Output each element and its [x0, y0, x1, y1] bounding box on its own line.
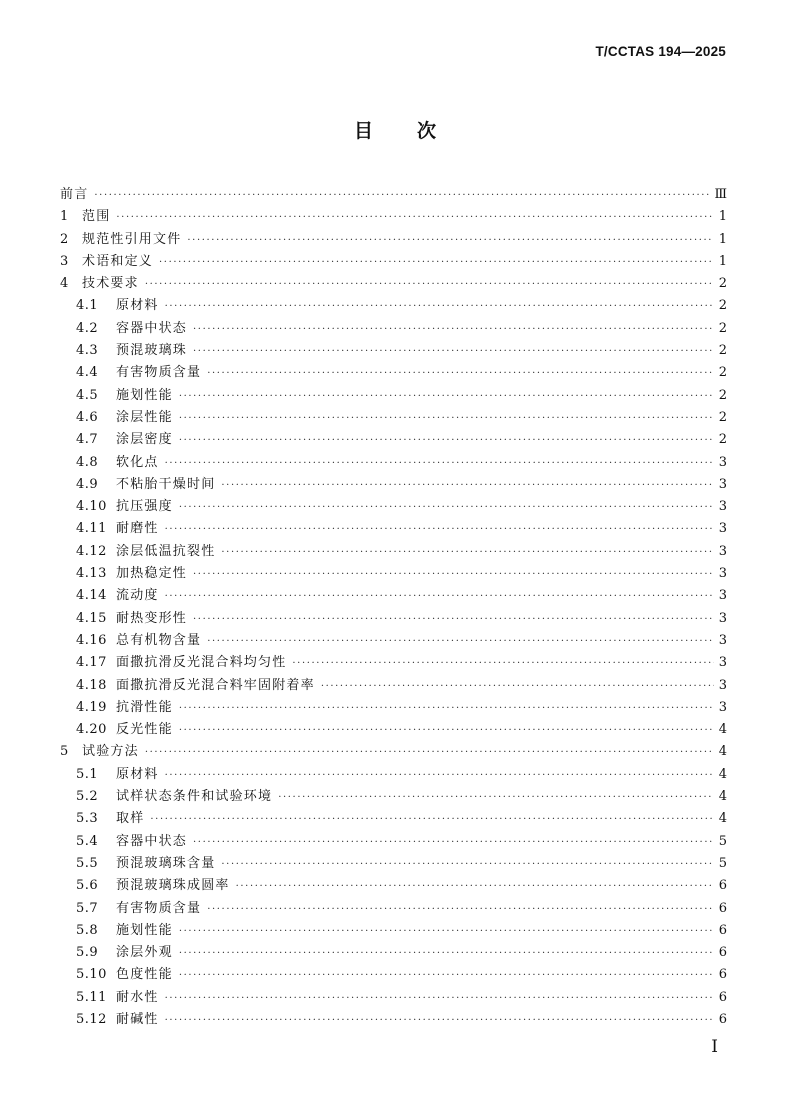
toc-entry-number: 4.20 [76, 722, 107, 738]
dot-leader [165, 296, 714, 318]
toc-entry[interactable] [60, 831, 727, 853]
toc-entry-page: 3 [718, 521, 727, 537]
dot-leader [292, 653, 714, 675]
dot-leader [179, 698, 714, 720]
toc-entry[interactable] [60, 340, 727, 362]
toc-entry-number: 4.2 [76, 320, 99, 336]
toc-entry-page: 3 [718, 677, 727, 693]
toc-entry-page: 3 [718, 610, 727, 626]
toc-entry-page: 2 [718, 409, 727, 425]
toc-entry[interactable] [60, 652, 727, 674]
toc-entry[interactable] [60, 898, 727, 920]
toc-entry-title: 预混玻璃珠成圆率 [116, 878, 230, 894]
toc-entry-number: 4.18 [76, 677, 107, 693]
dot-leader [221, 542, 714, 564]
toc-entry-title: 施划性能 [116, 387, 173, 403]
toc-entry-page: 2 [718, 298, 727, 314]
toc-entry-number: 5.1 [76, 766, 99, 782]
dot-leader [165, 586, 714, 608]
toc-entry-page: 6 [718, 1011, 727, 1027]
dot-leader [145, 742, 714, 764]
toc-entry-title: 预混玻璃珠含量 [116, 855, 216, 871]
toc-entry[interactable] [60, 920, 727, 942]
toc-entry-number: 3 [60, 253, 69, 269]
toc-entry-title: 加热稳定性 [116, 566, 188, 582]
toc-entry-page: Ⅲ [714, 187, 727, 202]
toc-entry-page: 2 [718, 387, 727, 403]
dot-leader [179, 921, 714, 943]
toc-entry-title: 前言 [60, 187, 89, 202]
toc-entry-number: 4.4 [76, 365, 99, 381]
toc-entry-page: 6 [718, 878, 727, 894]
toc-entry-page: 3 [718, 454, 727, 470]
toc-entry[interactable] [60, 184, 727, 206]
toc-entry-page: 5 [718, 855, 727, 871]
toc-entry-title: 规范性引用文件 [82, 231, 182, 247]
toc-entry-title: 耐碱性 [116, 1011, 159, 1027]
toc-entry-title: 软化点 [116, 454, 159, 470]
toc-entry[interactable] [60, 273, 727, 295]
toc-entry-page: 1 [718, 231, 727, 247]
dot-leader [165, 988, 714, 1010]
toc-entry-title: 不粘胎干燥时间 [116, 476, 216, 492]
toc-entry-number: 4.11 [76, 521, 107, 537]
dot-leader [179, 720, 714, 742]
toc-entry-number: 4.10 [76, 499, 107, 515]
toc-entry-page: 4 [718, 722, 727, 738]
toc-entry[interactable] [60, 697, 727, 719]
toc-entry-title: 有害物质含量 [116, 365, 202, 381]
dot-leader [179, 408, 714, 430]
toc-entry-title: 涂层外观 [116, 945, 173, 961]
toc-entry[interactable] [60, 942, 727, 964]
toc-entry-number: 4.12 [76, 543, 107, 559]
toc-entry-title: 面撒抗滑反光混合料牢固附着率 [116, 677, 315, 693]
table-of-contents [60, 184, 727, 1031]
toc-entry-title: 容器中状态 [116, 320, 188, 336]
toc-entry[interactable] [60, 853, 727, 875]
dot-leader [207, 363, 714, 385]
toc-entry-page: 4 [718, 811, 727, 827]
toc-entry-title: 涂层密度 [116, 432, 173, 448]
toc-entry-page: 6 [718, 900, 727, 916]
toc-entry-title: 涂层低温抗裂性 [116, 543, 216, 559]
toc-entry-number: 5.7 [76, 900, 99, 916]
toc-entry-number: 5.6 [76, 878, 99, 894]
toc-entry[interactable] [60, 429, 727, 451]
toc-entry-number: 4.13 [76, 566, 107, 582]
toc-entry-page: 1 [718, 253, 727, 269]
toc-entry-title: 耐热变形性 [116, 610, 188, 626]
toc-entry[interactable] [60, 474, 727, 496]
toc-entry-page: 1 [718, 209, 727, 225]
toc-entry[interactable] [60, 585, 727, 607]
dot-leader [165, 765, 714, 787]
toc-entry-number: 5 [60, 744, 69, 760]
toc-entry-page: 4 [718, 744, 727, 760]
toc-entry-number: 4.5 [76, 387, 99, 403]
toc-entry-page: 3 [718, 543, 727, 559]
toc-entry-title: 取样 [116, 811, 145, 827]
toc-entry[interactable] [60, 496, 727, 518]
toc-entry-title: 耐磨性 [116, 521, 159, 537]
toc-entry[interactable] [60, 964, 727, 986]
toc-entry-title: 预混玻璃珠 [116, 343, 188, 359]
toc-entry-page: 3 [718, 699, 727, 715]
title-char-1: 目 [353, 120, 373, 142]
dot-leader [165, 453, 714, 475]
toc-entry-title: 原材料 [116, 766, 159, 782]
dot-leader [179, 386, 714, 408]
toc-entry-number: 4.15 [76, 610, 107, 626]
toc-entry-page: 6 [718, 989, 727, 1005]
dot-leader [193, 564, 714, 586]
toc-entry-page: 3 [718, 632, 727, 648]
dot-leader [278, 787, 714, 809]
toc-entry[interactable] [60, 518, 727, 540]
toc-entry[interactable] [60, 206, 727, 228]
page-title [0, 116, 790, 143]
dot-leader [221, 475, 714, 497]
toc-entry-page: 4 [718, 789, 727, 805]
toc-entry-page: 3 [718, 499, 727, 515]
toc-entry[interactable] [60, 385, 727, 407]
dot-leader [145, 274, 714, 296]
dot-leader [207, 631, 714, 653]
toc-entry-number: 4 [60, 276, 69, 292]
dot-leader [221, 854, 714, 876]
toc-entry-page: 4 [718, 766, 727, 782]
toc-entry-title: 耐水性 [116, 989, 159, 1005]
toc-entry-title: 抗滑性能 [116, 699, 173, 715]
toc-entry-number: 4.7 [76, 432, 99, 448]
dot-leader [179, 430, 714, 452]
toc-entry-page: 6 [718, 967, 727, 983]
toc-entry-number: 4.14 [76, 588, 107, 604]
toc-entry[interactable] [60, 541, 727, 563]
toc-entry-number: 4.17 [76, 655, 107, 671]
dot-leader [236, 876, 714, 898]
toc-entry-number: 5.2 [76, 789, 99, 805]
toc-entry[interactable] [60, 675, 727, 697]
dot-leader [165, 1010, 714, 1032]
toc-entry-page: 2 [718, 365, 727, 381]
dot-leader [94, 185, 711, 207]
toc-entry-title: 范围 [82, 209, 111, 225]
dot-leader [165, 519, 714, 541]
standard-code: T/CCTAS 194—2025 [595, 44, 726, 59]
toc-entry[interactable] [60, 808, 727, 830]
toc-entry-number: 2 [60, 231, 69, 247]
toc-entry-title: 原材料 [116, 298, 159, 314]
toc-entry-title: 技术要求 [82, 276, 139, 292]
toc-entry-title: 术语和定义 [82, 253, 154, 269]
toc-entry-number: 4.6 [76, 409, 99, 425]
toc-entry[interactable] [60, 875, 727, 897]
toc-entry-title: 色度性能 [116, 967, 173, 983]
toc-entry-number: 5.5 [76, 855, 99, 871]
toc-entry-title: 总有机物含量 [116, 632, 202, 648]
toc-entry[interactable] [60, 608, 727, 630]
dot-leader [150, 809, 714, 831]
toc-entry-title: 涂层性能 [116, 409, 173, 425]
toc-entry-title: 试样状态条件和试验环境 [116, 789, 273, 805]
dot-leader [116, 207, 714, 229]
toc-entry[interactable] [60, 764, 727, 786]
toc-entry-number: 4.8 [76, 454, 99, 470]
toc-entry-number: 5.11 [76, 989, 107, 1005]
toc-entry-title: 施划性能 [116, 922, 173, 938]
toc-entry-number: 5.12 [76, 1011, 107, 1027]
toc-entry-page: 2 [718, 320, 727, 336]
toc-entry[interactable] [60, 318, 727, 340]
toc-entry-title: 试验方法 [82, 744, 139, 760]
dot-leader [207, 899, 714, 921]
toc-entry[interactable] [60, 362, 727, 384]
dot-leader [193, 832, 714, 854]
dot-leader [159, 252, 714, 274]
toc-entry-title: 反光性能 [116, 722, 173, 738]
dot-leader [321, 676, 714, 698]
toc-entry-page: 3 [718, 476, 727, 492]
toc-entry-number: 1 [60, 209, 69, 225]
toc-entry[interactable] [60, 563, 727, 585]
dot-leader [193, 609, 714, 631]
toc-entry-title: 流动度 [116, 588, 159, 604]
toc-entry-number: 5.9 [76, 945, 99, 961]
toc-entry-title: 抗压强度 [116, 499, 173, 515]
toc-entry[interactable] [60, 741, 727, 763]
toc-entry-page: 6 [718, 945, 727, 961]
toc-entry-number: 4.3 [76, 343, 99, 359]
toc-entry-page: 5 [718, 833, 727, 849]
toc-entry-number: 5.3 [76, 811, 99, 827]
toc-entry[interactable] [60, 407, 727, 429]
toc-entry[interactable] [60, 987, 727, 1009]
toc-entry-number: 5.10 [76, 967, 107, 983]
dot-leader [193, 319, 714, 341]
dot-leader [187, 230, 714, 252]
toc-entry-page: 2 [718, 432, 727, 448]
dot-leader [193, 341, 714, 363]
toc-entry-page: 3 [718, 655, 727, 671]
toc-entry-page: 3 [718, 588, 727, 604]
toc-entry[interactable] [60, 719, 727, 741]
toc-entry[interactable] [60, 452, 727, 474]
toc-entry-number: 4.9 [76, 476, 99, 492]
toc-entry-page: 2 [718, 343, 727, 359]
toc-entry-title: 容器中状态 [116, 833, 188, 849]
toc-entry-page: 2 [718, 276, 727, 292]
toc-entry[interactable] [60, 1009, 727, 1031]
dot-leader [179, 497, 714, 519]
toc-entry-number: 5.4 [76, 833, 99, 849]
title-char-2: 次 [417, 120, 437, 142]
toc-entry[interactable] [60, 251, 727, 273]
toc-entry-title: 有害物质含量 [116, 900, 202, 916]
toc-entry-page: 6 [718, 922, 727, 938]
toc-entry-number: 5.8 [76, 922, 99, 938]
toc-entry[interactable] [60, 295, 727, 317]
dot-leader [179, 943, 714, 965]
dot-leader [179, 965, 714, 987]
toc-entry-number: 4.1 [76, 298, 99, 314]
page-number: I [711, 1037, 718, 1057]
toc-entry[interactable] [60, 630, 727, 652]
toc-entry[interactable] [60, 786, 727, 808]
toc-entry-title: 面撒抗滑反光混合料均匀性 [116, 655, 287, 671]
toc-entry-page: 3 [718, 566, 727, 582]
toc-entry[interactable] [60, 229, 727, 251]
toc-entry-number: 4.19 [76, 699, 107, 715]
toc-entry-number: 4.16 [76, 632, 107, 648]
